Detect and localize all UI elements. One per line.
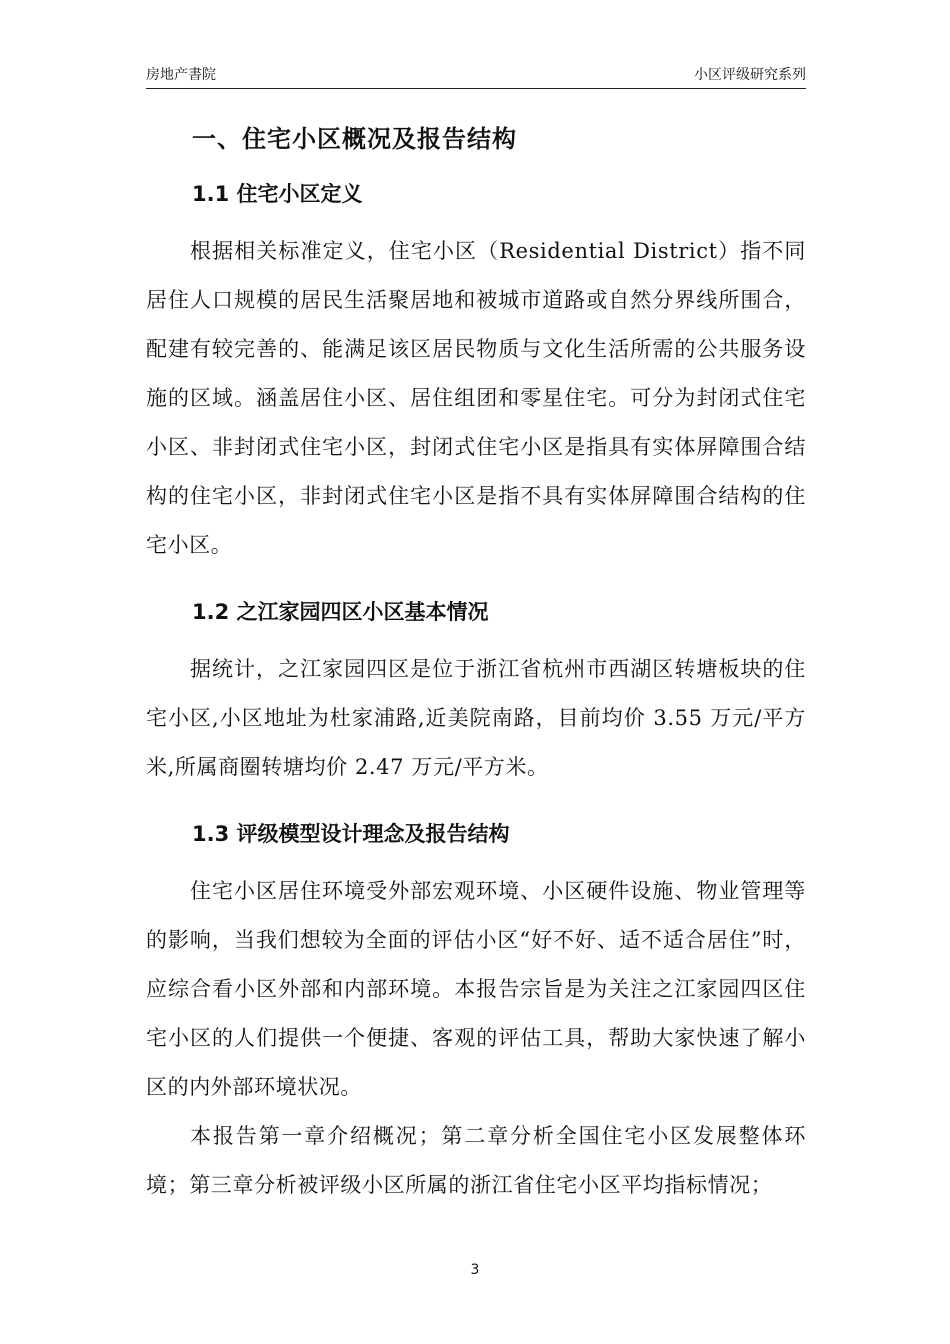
paragraph-residential-definition: 根据相关标准定义，住宅小区（Residential District）指不同居住人口规模的居民生活聚居地和被城市道路或自然分界线所围合，配建有较完善的、能满足该区居民物质与文化生活所需的公共服务设施的区域。涵盖居住小区、居住组团和零星住宅。可分为封闭式住宅小区、非封闭式住宅小区，封闭式住宅小区是指具有实体屏障围合结构的住宅小区，非封闭式住宅小区是指不具有实体屏障围合结构的住宅小区。 xyxy=(146,239,806,557)
chapter-title: 一、住宅小区概况及报告结构 xyxy=(192,125,517,153)
paragraph-rating-model-concept: 住宅小区居住环境受外部宏观环境、小区硬件设施、物业管理等的影响，当我们想较为全面的评估小区“好不好、适不适合居住”时，应综合看小区外部和内部环境。本报告宗旨是为关注之江家园四区住宅小区的人们提供一个便捷、客观的评估工具，帮助大家快速了解小区的内外部环境状况。 xyxy=(146,879,806,1099)
section-title-1-2: 1.2 之江家园四区小区基本情况 xyxy=(192,600,489,624)
paragraph-community-overview: 据统计，之江家园四区是位于浙江省杭州市西湖区转塘板块的住宅小区,小区地址为杜家浦路,近美院南路，目前均价 3.55 万元/平方米,所属商圈转塘均价 2.47 万元/平方米。 xyxy=(146,657,806,779)
document-body xyxy=(146,112,806,1210)
header-series-title: 小区评级研究系列 xyxy=(694,67,806,83)
section-title-1-3: 1.3 评级模型设计理念及报告结构 xyxy=(192,822,510,846)
paragraph-report-structure: 本报告第一章介绍概况；第二章分析全国住宅小区发展整体环境；第三章分析被评级小区所属的浙江省住宅小区平均指标情况； xyxy=(146,1124,806,1197)
section-title-1-1: 1.1 住宅小区定义 xyxy=(192,182,363,206)
page-number: 3 xyxy=(470,1262,480,1278)
header-publisher: 房地产書院 xyxy=(146,67,216,83)
page-header xyxy=(146,66,806,89)
